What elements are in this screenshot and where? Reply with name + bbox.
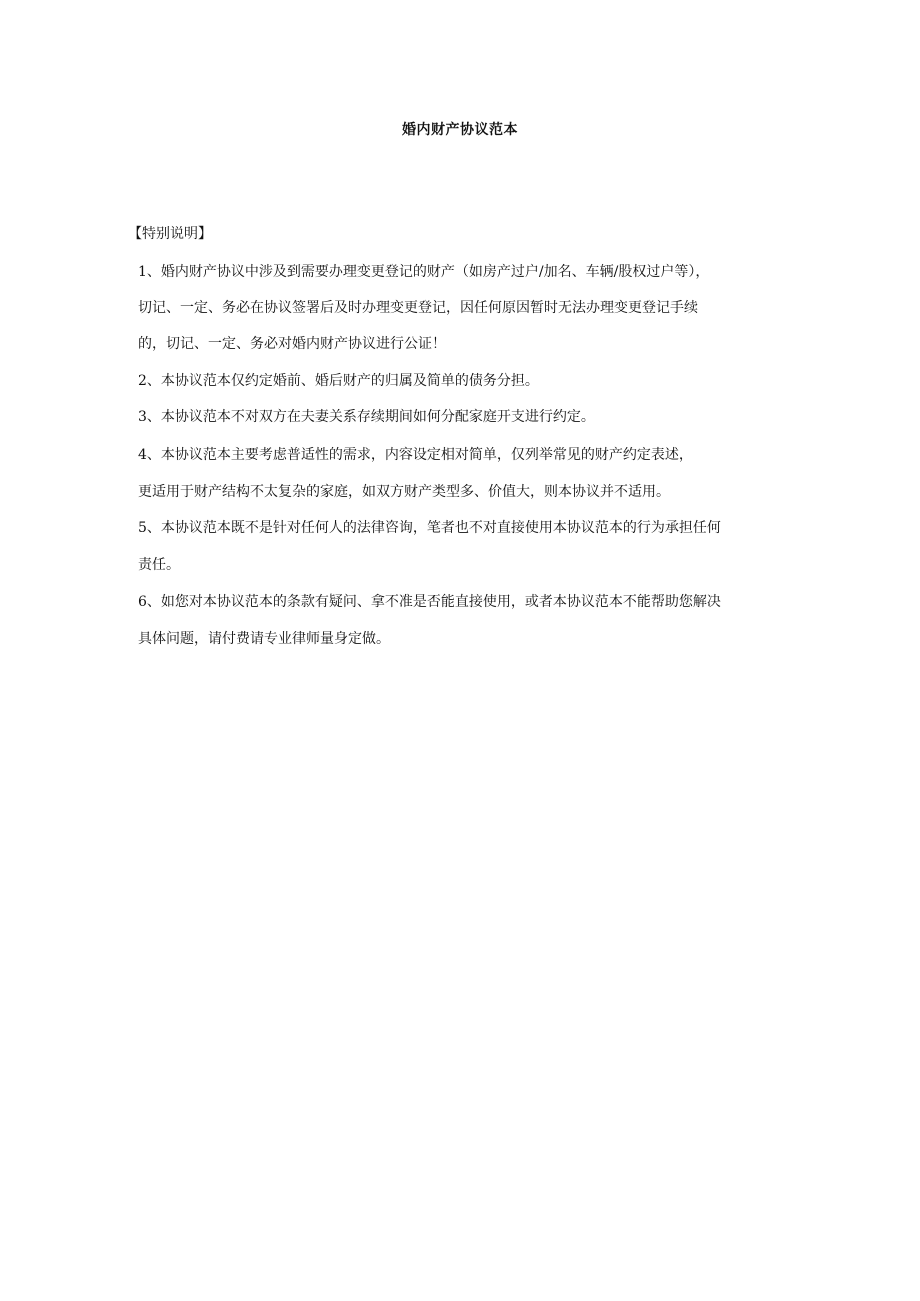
note-item-4-line-2: 更适用于财产结构不太复杂的家庭，如双方财产类型多、价值大，则本协议并不适用。 <box>138 484 670 500</box>
note-item-5-line-2: 责任。 <box>138 557 180 573</box>
note-item-1-line-3: 的，切记、一定、务必对婚内财产协议进行公证！ <box>138 336 446 352</box>
document-title: 婚内财产协议范本 <box>402 122 518 138</box>
note-item-1-line-2: 切记、一定、务必在协议签署后及时办理变更登记，因任何原因暂时无法办理变更登记手续 <box>138 300 698 316</box>
note-item-2: 2、本协议范本仅约定婚前、婚后财产的归属及简单的债务分担。 <box>138 373 539 389</box>
note-item-5-line-1: 5、本协议范本既不是针对任何人的法律咨询，笔者也不对直接使用本协议范本的行为承担任何 <box>138 520 721 536</box>
note-item-3: 3、本协议范本不对双方在夫妻关系存续期间如何分配家庭开支进行约定。 <box>138 409 595 425</box>
note-item-6-line-2: 具体问题，请付费请专业律师量身定做。 <box>138 631 390 647</box>
note-item-6-line-1: 6、如您对本协议范本的条款有疑问、拿不准是否能直接使用，或者本协议范本不能帮助您解决 <box>138 594 721 610</box>
note-item-1-line-1: 1、婚内财产协议中涉及到需要办理变更登记的财产（如房产过户/加名、车辆/股权过户等）， <box>138 264 710 280</box>
special-note-heading: 【特别说明】 <box>128 226 212 242</box>
note-item-4-line-1: 4、本协议范本主要考虑普适性的需求，内容设定相对简单，仅列举常见的财产约定表述， <box>138 447 693 463</box>
